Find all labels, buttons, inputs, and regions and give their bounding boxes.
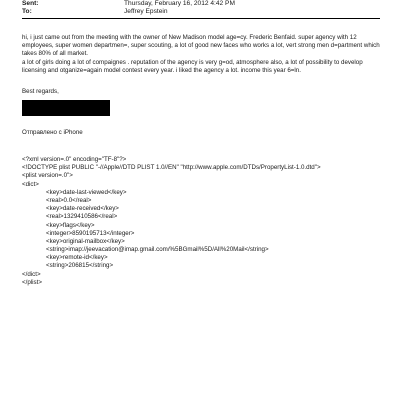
to-value: Jeffrey Epstein — [124, 8, 168, 15]
plist-line: <real>0.0</real> — [46, 196, 92, 204]
plist-line: <!DOCTYPE plist PUBLIC "-//Apple//DTD PLIST 1.0//EN" "http://www.apple.com/DTDs/PropertyList-1.0.dtd"> — [22, 164, 321, 172]
plist-line: <string>206815</string> — [46, 262, 114, 270]
to-label: To: — [22, 8, 32, 15]
plist-metadata-block — [22, 156, 321, 287]
plist-line: <?xml version=.0" encoding="TF-8"?> — [22, 156, 127, 163]
plist-line: <integer>8590195713</integer> — [46, 229, 135, 237]
message-body — [22, 34, 384, 75]
plist-line: </plist> — [22, 278, 42, 286]
message-paragraph: a lot of girls doing a lot of compaignes . reputation of the agency is very g=od, atmosphere also, a lot of possibility to develop licensing and otganize=again model contest every year. i liked the agency a lot. income this year 6=ln. — [22, 58, 363, 74]
sent-label: Sent: — [22, 0, 39, 7]
plist-line: <real>1329410586</real> — [46, 213, 118, 221]
sent-value: Thursday, February 16, 2012 4:42 PM — [124, 0, 235, 7]
plist-line: <key>flags</key> — [46, 221, 95, 229]
mobile-signature: Отправлено с iPhone — [22, 129, 83, 136]
plist-line: <key>original-mailbox</key> — [46, 237, 125, 245]
plist-line: <key>date-last-viewed</key> — [46, 188, 127, 196]
plist-line: </dict> — [22, 270, 41, 278]
header-divider — [22, 18, 380, 19]
plist-line: <plist version=.0"> — [22, 172, 73, 180]
plist-line: <key>date-received</key> — [46, 205, 119, 213]
plist-line: <string>imap://jeevacation@imap.gmail.com/%5BGmail%5D/All%20Mail</string> — [46, 246, 269, 254]
message-paragraph: hi, i just came out from the meeting with the owner of New Madison model age=cy. Frederic Benfaid. super agency with 12 employees, super women departmen=, super scouting, a lot of good new faces who works a lot, vert strong men d=partment which takes 80% of all market. — [22, 34, 380, 58]
redaction-block — [22, 100, 110, 116]
closing-greeting: Best regards, — [22, 88, 59, 95]
plist-line: <dict> — [22, 180, 39, 188]
plist-line: <key>remote-id</key> — [46, 254, 108, 262]
